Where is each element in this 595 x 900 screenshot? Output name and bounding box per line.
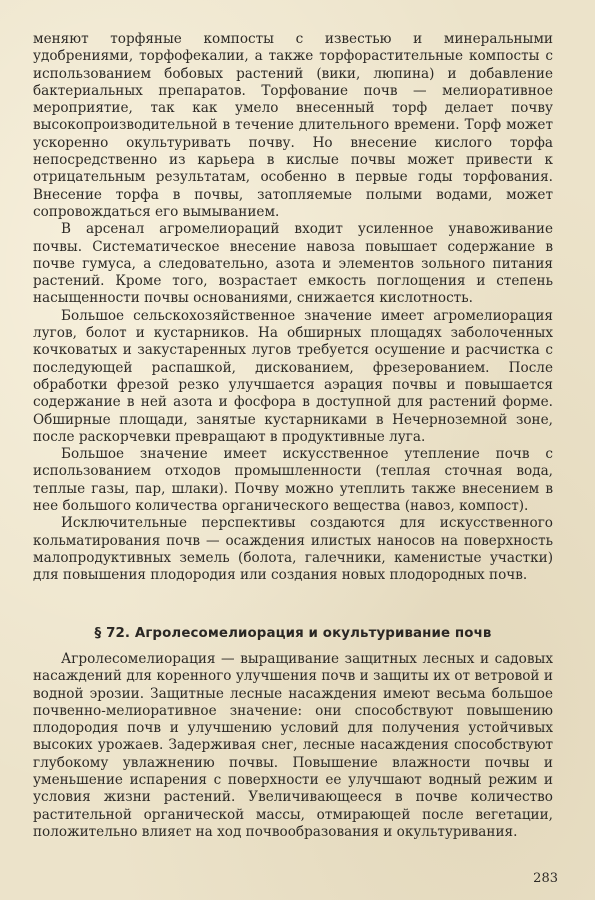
paragraph-agroforestry: Агролесомелиорация — выращивание защитных лесных и садовых насаждений для коренного улучшения почв и защиты их от ветровой и водной эрозии. Защитные лесные насаждения имеют весьма большое почвенно-мелиоративное значение: они способствуют повышению плодородия почв и улучшению условий для получения устойчивых высоких урожаев. Задерживая снег, лесные насаждения способствуют глубокому увлажнению почвы. Повышение влажности почвы и уменьшение испарения с поверхности ее улучшают водный режим и условия жизни растений. Увеличивающееся в почве количество растительной органической массы, отмирающей после вегетации, положительно влияет на ход почвообразования и окультуривания. bbox=[33, 651, 553, 840]
paragraph-continued: меняют торфяные компосты с известью и минеральными удобрениями, торфофекалии, а также торфорастительные компосты с использованием бобовых растений (вики, люпина) и добавление бактериальных препаратов. Торфование почв — мелиоративное мероприятие, так как умело внесенный торф делает почву высокопроизводительной в течение длительного времени. Торф может ускоренно окультуривать почву. Но внесение кислого торфа непосредственно из карьера в кислые почвы может привести к отрицательным результатам, особенно в первые годы торфования. Внесение торфа в почвы, затопляемые полыми водами, может сопровождаться его вымыванием. bbox=[33, 31, 553, 220]
paragraph-manuring: В арсенал агромелиораций входит усиленное унавоживание почвы. Систематическое внесение навоза повышает содержание в почве гумуса, а следовательно, азота и элементов зольного питания растений. Кроме того, возрастает емкость поглощения и степень насыщенности почвы основаниями, снижается кислотность. bbox=[33, 221, 553, 307]
paragraph-colmatage: Исключительные перспективы создаются для искусственного кольматирования почв — осаждения илистых наносов на поверхность малопродуктивных земель (болота, галечники, каменистые участки) для повышения плодородия или создания новых плодородных почв. bbox=[33, 515, 553, 584]
body-text-bottom bbox=[33, 651, 553, 841]
section-heading: § 72. Агролесомелиорация и окультуривание почв bbox=[94, 626, 492, 641]
paragraph-warming: Большое значение имеет искусственное утепление почв с использованием отходов промышленности (теплая сточная вода, теплые газы, пар, шлаки). Почву можно утеплить также внесением в нее большого количества органического вещества (навоз, компост). bbox=[33, 446, 553, 515]
paragraph-meadows: Большое сельскохозяйственное значение имеет агромелиорация лугов, болот и кустарников. На обширных площадях заболоченных кочковатых и закустаренных лугов требуется осушение и расчистка с последующей распашкой, дискованием, фрезерованием. После обработки фрезой резко улучшается аэрация почвы и повышается содержание в ней азота и фосфора в доступной для растений форме. Обширные площади, занятые кустарниками в Нечерноземной зоне, после раскорчевки превращают в продуктивные луга. bbox=[33, 307, 553, 445]
body-text-top bbox=[33, 31, 553, 585]
page-number: 283 bbox=[533, 871, 558, 886]
